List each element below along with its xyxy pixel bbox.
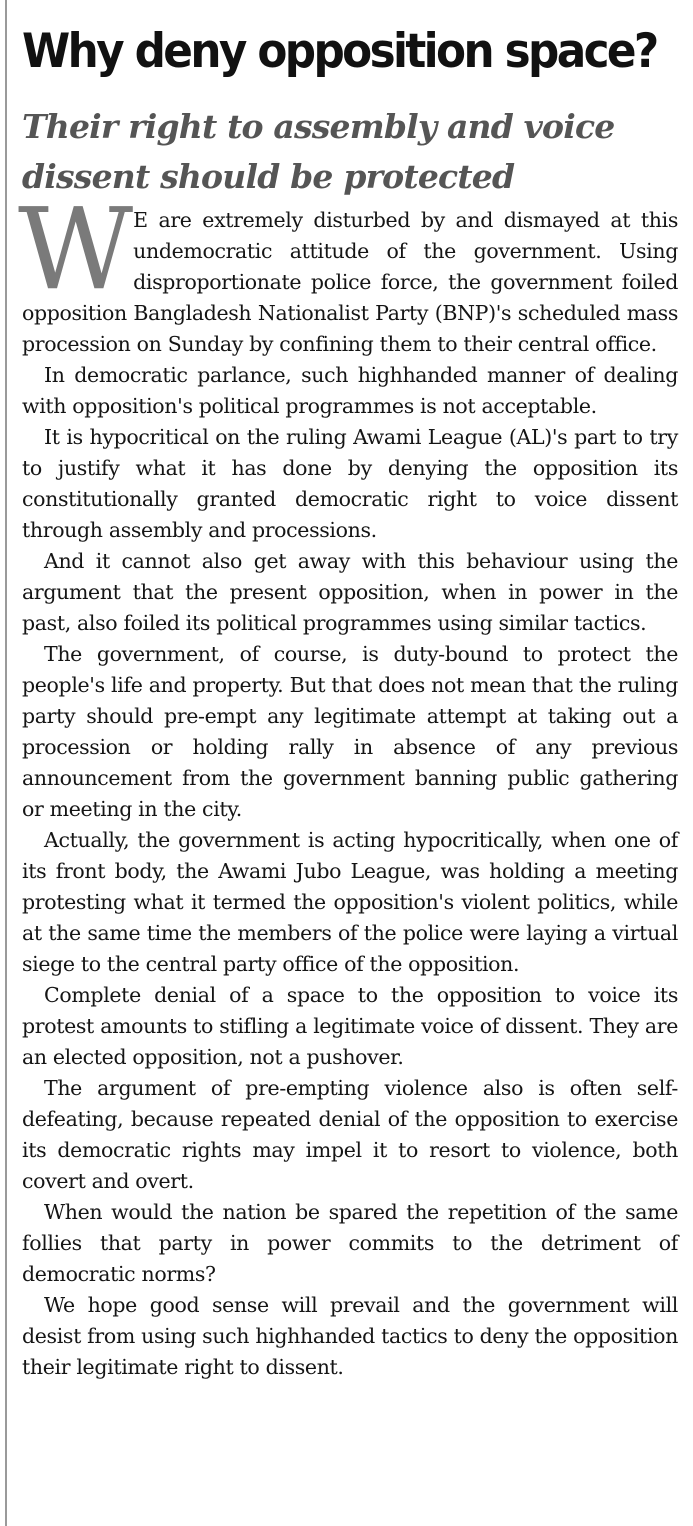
article-paragraph-7: Complete denial of a space to the opposition to voice its protest amounts to stifling a legitimate voice of dissent. They are an elected opposition, not a pushover. <box>22 983 678 1069</box>
article-paragraph-10: We hope good sense will prevail and the government will desist from using such highhanded tactics to deny the opposition their legitimate right to dissent. <box>22 1293 678 1379</box>
article-paragraph-5: The government, of course, is duty-bound to protect the people's life and property. But that does not mean that the ruling party should pre-empt any legitimate attempt at taking out a procession or holding rally in absence of any previous announcement from the government banning public gathering or meeting in the city. <box>22 642 678 821</box>
article-paragraph-8: The argument of pre-empting violence also is often self-defeating, because repeated denial of the opposition to exercise its democratic rights may impel it to resort to violence, both covert and overt. <box>22 1076 678 1193</box>
article-paragraph-1 <box>18 185 678 360</box>
article-paragraph-3: It is hypocritical on the ruling Awami League (AL)'s part to try to justify what it has done by denying the opposition its constitutionally granted democratic right to voice dissent through assembly and processions. <box>22 425 678 542</box>
subheadline: Their right to assembly and voice dissent should be protected <box>22 107 615 196</box>
headline: Why deny opposition space? <box>22 24 657 79</box>
drop-cap: W <box>18 185 128 315</box>
article-paragraph-2: In democratic parlance, such highhanded manner of dealing with opposition's political programmes is not acceptable. <box>22 363 678 418</box>
first-paragraph-text: E are extremely disturbed by and dismayed at this undemocratic attitude of the government. Using disproportionate police force, the government foiled opposition Bangladesh Nationalist Party (BNP)'s scheduled mass procession on Sunday by confining them to their central office. <box>22 208 678 356</box>
left-column-rule <box>5 0 7 1526</box>
article-paragraph-4: And it cannot also get away with this behaviour using the argument that the present opposition, when in power in the past, also foiled its political programmes using similar tactics. <box>22 549 678 635</box>
article-body <box>18 185 678 1383</box>
article-paragraph-9: When would the nation be spared the repetition of the same follies that party in power commits to the detriment of democratic norms? <box>22 1200 678 1286</box>
article-paragraph-6: Actually, the government is acting hypocritically, when one of its front body, the Awami Jubo League, was holding a meeting protesting what it termed the opposition's violent politics, while at the same time the members of the police were laying a virtual siege to the central party office of the opposition. <box>22 828 678 976</box>
